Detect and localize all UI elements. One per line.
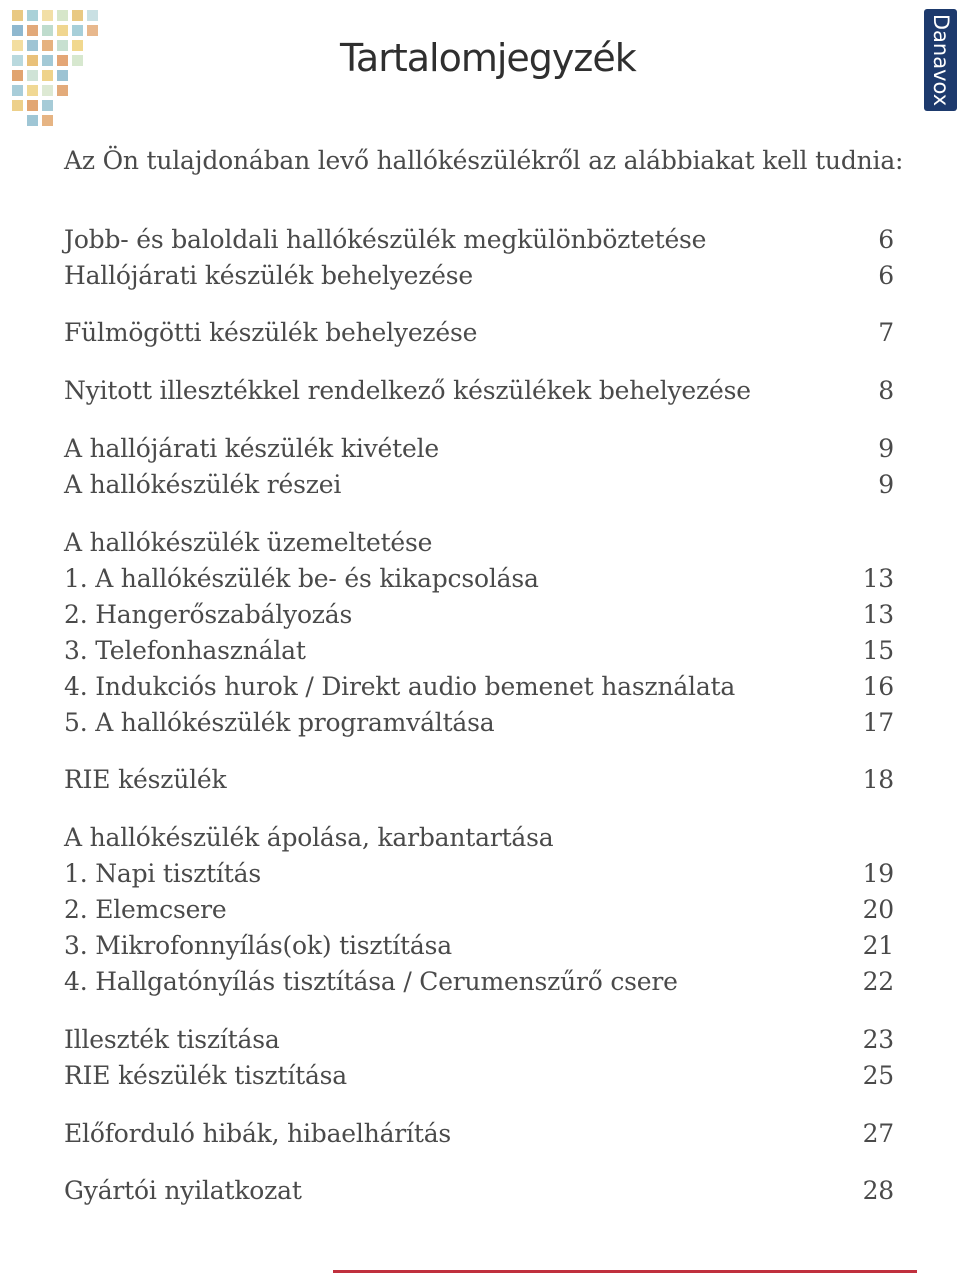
mosaic-square xyxy=(42,85,53,96)
mosaic-square xyxy=(12,85,23,96)
brand-name: Danavox xyxy=(928,13,953,107)
toc-entry[interactable] xyxy=(64,376,894,412)
mosaic-square xyxy=(57,55,68,66)
mosaic-square xyxy=(12,40,23,51)
mosaic-square xyxy=(12,55,23,66)
mosaic-square xyxy=(57,25,68,36)
mosaic-square xyxy=(12,100,23,111)
logo-mosaic-icon xyxy=(12,10,104,130)
mosaic-square xyxy=(12,25,23,36)
toc-entry-page: 17 xyxy=(862,708,894,737)
mosaic-square xyxy=(87,10,98,21)
toc-entry-label: 2. Elemcsere xyxy=(64,895,227,924)
toc-entry-page: 27 xyxy=(862,1119,894,1148)
mosaic-square xyxy=(42,55,53,66)
toc-entry-label: Nyitott illesztékkel rendelkező készülékek behelyezése xyxy=(64,376,751,405)
mosaic-square xyxy=(27,55,38,66)
toc-entry-page: 22 xyxy=(862,967,894,996)
toc-entry-page: 9 xyxy=(878,470,894,499)
toc-entry[interactable] xyxy=(64,636,894,672)
bottom-divider xyxy=(333,1270,917,1273)
toc-entry[interactable] xyxy=(64,434,894,470)
toc-entry-label: RIE készülék xyxy=(64,765,227,794)
mosaic-square xyxy=(72,40,83,51)
toc-entry-page: 9 xyxy=(878,434,894,463)
toc-entry-page: 6 xyxy=(878,225,894,254)
toc-entry-label: 1. Napi tisztítás xyxy=(64,859,261,888)
toc-section-heading[interactable] xyxy=(64,823,894,859)
toc-entry[interactable] xyxy=(64,1025,894,1061)
toc-entry-label: 4. Indukciós hurok / Direkt audio bemenet használata xyxy=(64,672,736,701)
mosaic-square xyxy=(27,25,38,36)
mosaic-square xyxy=(27,85,38,96)
mosaic-square xyxy=(57,40,68,51)
mosaic-square xyxy=(87,25,98,36)
toc-entry[interactable] xyxy=(64,261,894,297)
mosaic-square xyxy=(72,10,83,21)
toc-entry[interactable] xyxy=(64,931,894,967)
toc-entry[interactable] xyxy=(64,672,894,708)
mosaic-square xyxy=(42,70,53,81)
toc-entry-page: 13 xyxy=(862,564,894,593)
toc-entry-label: Előforduló hibák, hibaelhárítás xyxy=(64,1119,452,1148)
toc-entry-label: 5. A hallókészülék programváltása xyxy=(64,708,495,737)
toc-entry-page: 16 xyxy=(862,672,894,701)
mosaic-square xyxy=(27,115,38,126)
toc-entry-page: 18 xyxy=(862,765,894,794)
toc-entry-label: Fülmögötti készülék behelyezése xyxy=(64,318,478,347)
mosaic-square xyxy=(72,55,83,66)
mosaic-square xyxy=(42,100,53,111)
toc-entry-page: 23 xyxy=(862,1025,894,1054)
toc-entry[interactable] xyxy=(64,470,894,506)
intro-text: Az Ön tulajdonában levő hallókészülékről az alábbiakat kell tudnia: xyxy=(64,146,904,175)
toc-entry-page: 21 xyxy=(862,931,894,960)
toc-entry-page: 19 xyxy=(862,859,894,888)
toc-entry-label: Jobb- és baloldali hallókészülék megkülönböztetése xyxy=(64,225,707,254)
brand-logo xyxy=(924,9,957,111)
mosaic-square xyxy=(57,85,68,96)
toc-entry-page: 20 xyxy=(862,895,894,924)
toc-entry[interactable] xyxy=(64,859,894,895)
mosaic-square xyxy=(57,70,68,81)
toc-entry-page: 13 xyxy=(862,600,894,629)
toc-entry-label: 1. A hallókészülék be- és kikapcsolása xyxy=(64,564,539,593)
mosaic-square xyxy=(27,40,38,51)
toc-entry-label: A hallókészülék üzemeltetése xyxy=(64,528,433,557)
toc-entry[interactable] xyxy=(64,600,894,636)
toc-entry[interactable] xyxy=(64,1176,894,1212)
page-title: Tartalomjegyzék xyxy=(340,36,636,80)
toc-entry-label: 2. Hangerőszabályozás xyxy=(64,600,353,629)
mosaic-square xyxy=(42,25,53,36)
toc-entry-label: A hallójárati készülék kivétele xyxy=(64,434,439,463)
toc-entry[interactable] xyxy=(64,564,894,600)
toc-entry-label: A hallókészülék ápolása, karbantartása xyxy=(64,823,554,852)
toc-entry[interactable] xyxy=(64,765,894,801)
toc-entry-page: 7 xyxy=(878,318,894,347)
toc-entry-page: 28 xyxy=(862,1176,894,1205)
mosaic-square xyxy=(12,70,23,81)
toc-entry[interactable] xyxy=(64,708,894,744)
toc-entry[interactable] xyxy=(64,1119,894,1155)
toc-entry[interactable] xyxy=(64,1061,894,1097)
toc-entry-label: RIE készülék tisztítása xyxy=(64,1061,347,1090)
toc-entry-page: 8 xyxy=(878,376,894,405)
mosaic-square xyxy=(57,10,68,21)
mosaic-square xyxy=(72,25,83,36)
mosaic-square xyxy=(27,100,38,111)
toc-entry-label: Hallójárati készülék behelyezése xyxy=(64,261,473,290)
toc-entry-label: 3. Mikrofonnyílás(ok) tisztítása xyxy=(64,931,452,960)
mosaic-square xyxy=(12,10,23,21)
toc-entry[interactable] xyxy=(64,318,894,354)
toc-entry-label: Illeszték tiszítása xyxy=(64,1025,280,1054)
mosaic-square xyxy=(27,70,38,81)
toc-entry[interactable] xyxy=(64,895,894,931)
toc-section-heading[interactable] xyxy=(64,528,894,564)
toc-entry-page: 6 xyxy=(878,261,894,290)
toc-entry-label: 4. Hallgatónyílás tisztítása / Cerumenszűrő csere xyxy=(64,967,678,996)
toc-entry-label: A hallókészülék részei xyxy=(64,470,342,499)
toc-entry[interactable] xyxy=(64,967,894,1003)
mosaic-square xyxy=(27,10,38,21)
mosaic-square xyxy=(42,115,53,126)
toc-entry-page: 25 xyxy=(862,1061,894,1090)
toc-entry[interactable] xyxy=(64,225,894,261)
toc-entry-page: 15 xyxy=(862,636,894,665)
toc-entry-label: 3. Telefonhasználat xyxy=(64,636,306,665)
mosaic-square xyxy=(42,40,53,51)
toc-entry-label: Gyártói nyilatkozat xyxy=(64,1176,302,1205)
mosaic-square xyxy=(42,10,53,21)
